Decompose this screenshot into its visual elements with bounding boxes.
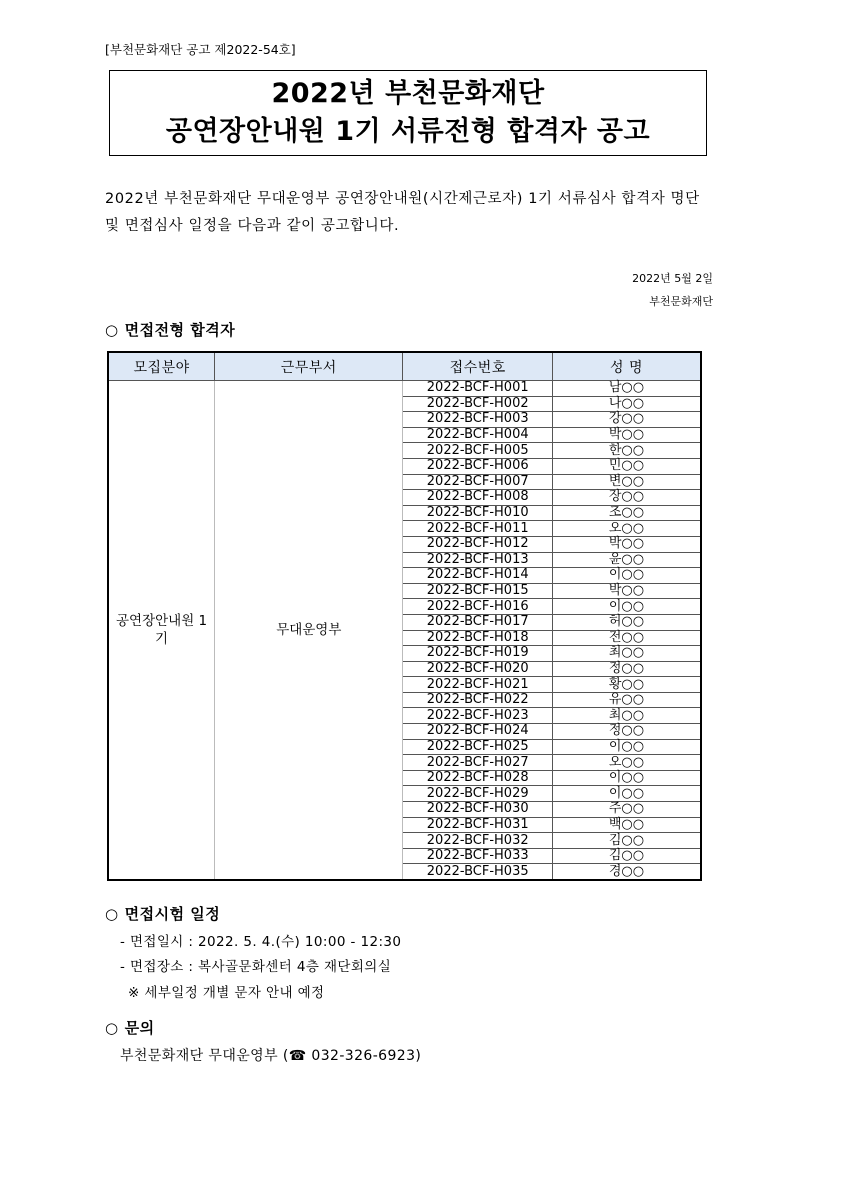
cell-receipt-number: 2022-BCF-H012 (403, 536, 553, 552)
cell-applicant-name: 유○○ (552, 692, 701, 708)
cell-receipt-number: 2022-BCF-H029 (403, 786, 553, 802)
schedule-note: ※ 세부일정 개별 문자 안내 예정 (128, 985, 325, 1001)
section-heading-text: 면접시험 일정 (124, 905, 221, 923)
cell-applicant-name: 최○○ (552, 708, 701, 724)
cell-applicant-name: 최○○ (552, 646, 701, 662)
cell-receipt-number: 2022-BCF-H016 (403, 599, 553, 615)
cell-receipt-number: 2022-BCF-H015 (403, 583, 553, 599)
circle-bullet-icon: ○ (105, 1019, 119, 1037)
cell-receipt-number: 2022-BCF-H004 (403, 427, 553, 443)
cell-applicant-name: 전○○ (552, 630, 701, 646)
cell-receipt-number: 2022-BCF-H023 (403, 708, 553, 724)
cell-applicant-name: 김○○ (552, 833, 701, 849)
results-table (107, 351, 702, 881)
cell-applicant-name: 변○○ (552, 474, 701, 490)
cell-applicant-name: 나○○ (552, 396, 701, 412)
announcing-organization: 부천문화재단 (649, 295, 713, 308)
cell-receipt-number: 2022-BCF-H008 (403, 490, 553, 506)
cell-receipt-number: 2022-BCF-H031 (403, 817, 553, 833)
cell-receipt-number: 2022-BCF-H030 (403, 802, 553, 818)
section-heading-results (105, 319, 235, 340)
cell-applicant-name: 박○○ (552, 583, 701, 599)
cell-receipt-number: 2022-BCF-H021 (403, 677, 553, 693)
cell-applicant-name: 허○○ (552, 614, 701, 630)
cell-receipt-number: 2022-BCF-H017 (403, 614, 553, 630)
header-name: 성 명 (552, 352, 701, 381)
cell-receipt-number: 2022-BCF-H011 (403, 521, 553, 537)
title-box (109, 70, 707, 156)
section-heading-inquiry (105, 1017, 155, 1038)
cell-receipt-number: 2022-BCF-H003 (403, 412, 553, 428)
cell-receipt-number: 2022-BCF-H035 (403, 864, 553, 880)
cell-applicant-name: 이○○ (552, 770, 701, 786)
cell-receipt-number: 2022-BCF-H014 (403, 568, 553, 584)
header-receipt-number: 접수번호 (403, 352, 553, 381)
cell-applicant-name: 민○○ (552, 458, 701, 474)
cell-applicant-name: 장○○ (552, 490, 701, 506)
cell-applicant-name: 오○○ (552, 755, 701, 771)
interview-place: - 면접장소 : 복사골문화센터 4층 재단회의실 (120, 959, 392, 975)
cell-applicant-name: 백○○ (552, 817, 701, 833)
intro-paragraph: 2022년 부천문화재단 무대운영부 공연장안내원(시간제근로자) 1기 서류심사 합격자 명단 및 면접심사 일정을 다음과 같이 공고합니다. (105, 191, 700, 234)
cell-applicant-name: 정○○ (552, 724, 701, 740)
cell-receipt-number: 2022-BCF-H020 (403, 661, 553, 677)
cell-applicant-name: 정○○ (552, 661, 701, 677)
cell-receipt-number: 2022-BCF-H025 (403, 739, 553, 755)
cell-receipt-number: 2022-BCF-H019 (403, 646, 553, 662)
cell-applicant-name: 황○○ (552, 677, 701, 693)
cell-applicant-name: 주○○ (552, 802, 701, 818)
cell-applicant-name: 이○○ (552, 739, 701, 755)
cell-applicant-name: 이○○ (552, 568, 701, 584)
contact-info: 부천문화재단 무대운영부 (☎ 032-326-6923) (120, 1048, 422, 1064)
section-heading-schedule (105, 903, 220, 924)
cell-applicant-name: 남○○ (552, 381, 701, 397)
cell-applicant-name: 오○○ (552, 521, 701, 537)
cell-receipt-number: 2022-BCF-H024 (403, 724, 553, 740)
cell-field: 공연장안내원 1기 (108, 381, 215, 881)
cell-receipt-number: 2022-BCF-H010 (403, 505, 553, 521)
announcement-date: 2022년 5월 2일 (632, 272, 713, 285)
title-line-1: 2022년 부천문화재단 (271, 78, 545, 109)
cell-applicant-name: 박○○ (552, 427, 701, 443)
cell-applicant-name: 경○○ (552, 864, 701, 880)
cell-receipt-number: 2022-BCF-H007 (403, 474, 553, 490)
circle-bullet-icon: ○ (105, 321, 119, 339)
cell-receipt-number: 2022-BCF-H006 (403, 458, 553, 474)
cell-applicant-name: 강○○ (552, 412, 701, 428)
cell-receipt-number: 2022-BCF-H001 (403, 381, 553, 397)
cell-applicant-name: 윤○○ (552, 552, 701, 568)
circle-bullet-icon: ○ (105, 905, 119, 923)
table-body (108, 381, 701, 881)
header-field: 모집분야 (108, 352, 215, 381)
cell-receipt-number: 2022-BCF-H033 (403, 848, 553, 864)
cell-receipt-number: 2022-BCF-H002 (403, 396, 553, 412)
cell-applicant-name: 김○○ (552, 848, 701, 864)
interview-datetime: - 면접일시 : 2022. 5. 4.(수) 10:00 - 12:30 (120, 934, 402, 950)
cell-receipt-number: 2022-BCF-H005 (403, 443, 553, 459)
cell-applicant-name: 이○○ (552, 786, 701, 802)
table-row (108, 381, 701, 397)
header-department: 근무부서 (215, 352, 403, 381)
cell-receipt-number: 2022-BCF-H018 (403, 630, 553, 646)
document-number: [부천문화재단 공고 제2022-54호] (105, 42, 296, 57)
table-header-row (108, 352, 701, 381)
cell-applicant-name: 조○○ (552, 505, 701, 521)
cell-receipt-number: 2022-BCF-H032 (403, 833, 553, 849)
cell-applicant-name: 박○○ (552, 536, 701, 552)
cell-department: 무대운영부 (215, 381, 403, 881)
section-heading-text: 문의 (124, 1019, 155, 1037)
cell-applicant-name: 이○○ (552, 599, 701, 615)
cell-receipt-number: 2022-BCF-H013 (403, 552, 553, 568)
cell-receipt-number: 2022-BCF-H022 (403, 692, 553, 708)
title-line-2: 공연장안내원 1기 서류전형 합격자 공고 (165, 116, 651, 147)
cell-receipt-number: 2022-BCF-H027 (403, 755, 553, 771)
cell-applicant-name: 한○○ (552, 443, 701, 459)
section-heading-text: 면접전형 합격자 (124, 321, 236, 339)
cell-receipt-number: 2022-BCF-H028 (403, 770, 553, 786)
